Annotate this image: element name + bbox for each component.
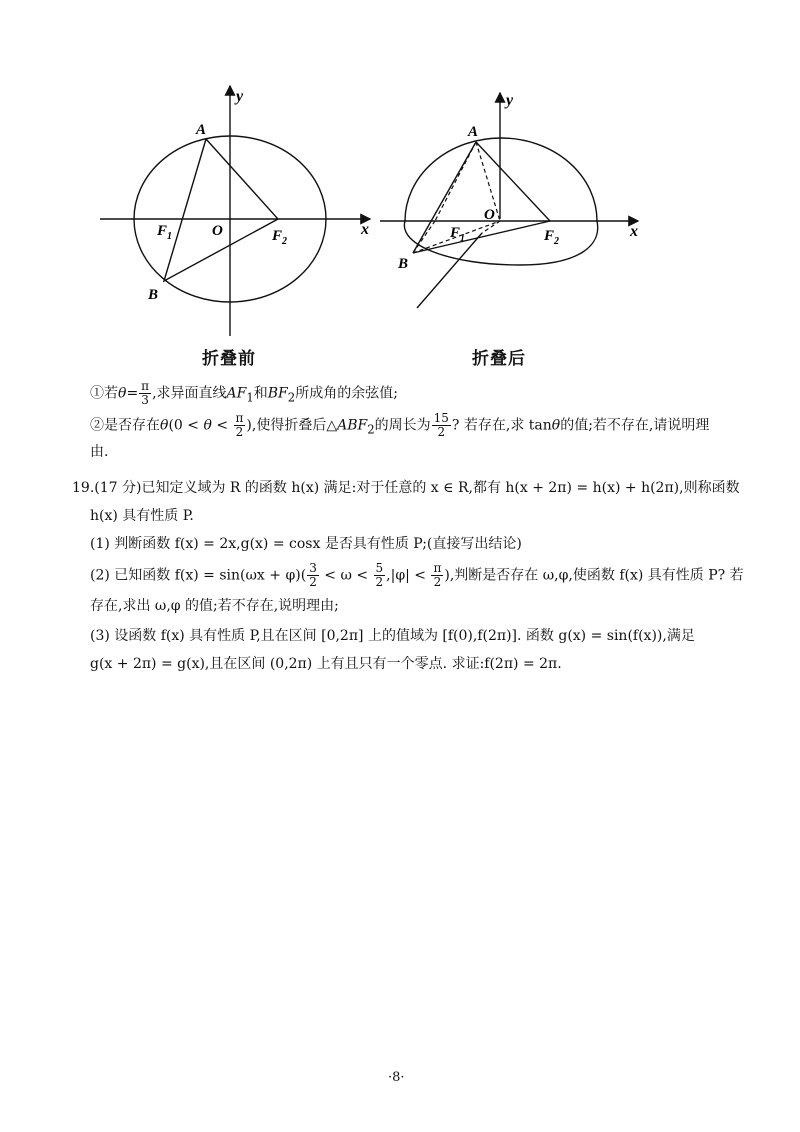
point-b-label: B xyxy=(398,256,409,272)
point-f1-label: $F_1$ xyxy=(450,225,466,244)
q19-part3-line1: (3) 设函数 f(x) 具有性质 P,且在区间 [0,2π] 上的值域为 [f(0),f(2π)]. 函数 g(x) = sin(f(x)),满足 xyxy=(90,628,695,644)
y-axis-label: y xyxy=(506,92,514,109)
upper-half-ellipse xyxy=(405,138,597,221)
caption-before-folding: 折叠前 xyxy=(202,349,256,369)
edge-ab xyxy=(413,142,476,253)
q19-part2: (2) 已知函数 f(x) = sin(ωx + φ)( $\frac{3}{2}$ < ω < $\frac{5}{2}$ ,|φ| < $\frac{\pi}{2}$ ),判断是否存在 ω,φ,使函数 f(x) 具有性质 P? 若 xyxy=(90,561,744,589)
q19-intro-line2: h(x) 具有性质 P. xyxy=(90,508,194,524)
edge-bf2 xyxy=(413,221,550,253)
caption-after-folding: 折叠后 xyxy=(472,349,526,369)
lower-folded-half xyxy=(404,221,597,265)
point-o-label: O xyxy=(212,223,223,239)
point-o-label: O xyxy=(484,207,495,223)
x-axis-label: x xyxy=(630,223,638,240)
triangle-abf2 xyxy=(164,139,278,281)
point-a-label: A xyxy=(196,122,207,138)
q19-part3-line2: g(x + 2π) = g(x),且在区间 (0,2π) 上有且只有一个零点. 求证:f(2π) = 2π. xyxy=(90,656,562,672)
y-axis-label: y xyxy=(236,88,244,105)
q19-part1: (1) 判断函数 f(x) = 2x,g(x) = cosx 是否具有性质 P;(直接写出结论) xyxy=(90,536,522,552)
point-a-label: A xyxy=(468,124,479,140)
point-f2-label: $F_2$ xyxy=(544,228,560,247)
x-axis-label: x xyxy=(361,221,369,238)
q18-part1: ①若θ= $\frac{\pi}{3}$ ,求异面直线$AF_1$和$BF_2$所成角的余弦值; xyxy=(90,379,398,407)
q19-intro-line1: 19.(17 分)已知定义域为 R 的函数 h(x) 满足:对于任意的 x ∈ R,都有 h(x + 2π) = h(x) + h(2π),则称函数 xyxy=(72,480,740,496)
q18-part2: ②是否存在θ(0 < θ < $\frac{\pi}{2}$ ),使得折叠后$\triangle ABF_2$的周长为 $\frac{15}{2}$ ? 若存在,求 tanθ的值;若不存在,请说明理 xyxy=(90,411,710,439)
point-b-label: B xyxy=(148,287,159,303)
q18-part2-continued: 由. xyxy=(90,444,109,460)
point-f1-label: $F_1$ xyxy=(157,223,173,242)
page-number: ·8· xyxy=(388,1070,405,1085)
point-f2-label: $F_2$ xyxy=(272,228,288,247)
figure-before-folding xyxy=(95,78,385,340)
figure-after-folding xyxy=(380,85,650,315)
q19-part2-line2: 存在,求出 ω,φ 的值;若不存在,说明理由; xyxy=(90,598,339,614)
